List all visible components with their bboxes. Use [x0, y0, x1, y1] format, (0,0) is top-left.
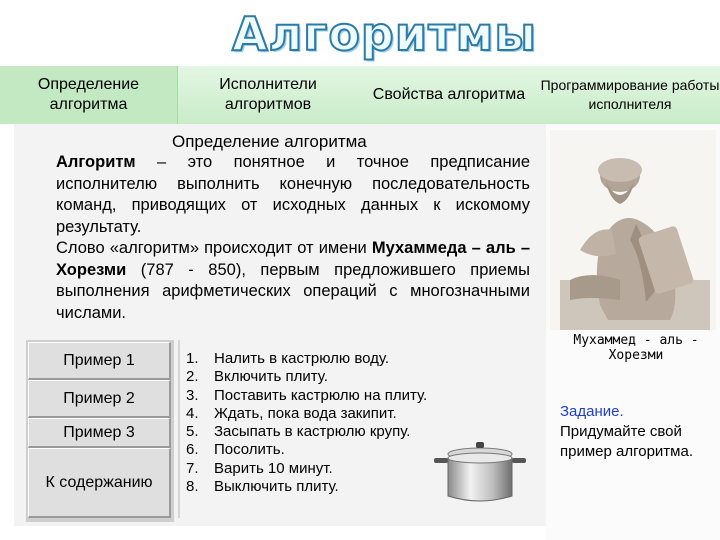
step-number: 4.	[186, 404, 199, 422]
example-2-button[interactable]: Пример 2	[28, 380, 171, 418]
definition-body: – это понятное и точное предписание исполнителю выполнить конечную последовательность команд, приводящих от исходных данных к искомому результату.	[56, 153, 530, 236]
section-title: Определение алгоритма	[172, 132, 367, 151]
step-number: 8.	[186, 478, 199, 496]
step-number: 2.	[186, 368, 199, 386]
step-number: 6.	[186, 441, 199, 459]
origin-years: (787 - 850)	[126, 260, 242, 279]
origin-prefix: Слово «алгоритм» происходит от имени	[56, 239, 372, 257]
step-number: 5.	[186, 423, 199, 441]
origin-suffix: , первым предложившего приемы выполнения арифметических операций с многозначными числами.	[56, 260, 530, 322]
task-heading: Задание.	[560, 403, 624, 420]
list-item	[186, 460, 427, 478]
step-number: 1.	[186, 350, 199, 367]
list-item	[186, 441, 427, 459]
tab-programming[interactable]: Программирование работы исполнителя	[540, 66, 720, 124]
step-text: Ждать, пока вода закипит.	[214, 404, 397, 422]
task-body: Придумайте свой пример алгоритма.	[560, 423, 694, 460]
tab-properties[interactable]: Свойства алгоритма	[358, 66, 540, 124]
step-text: Засыпать в кастрюлю крупу.	[214, 423, 411, 441]
list-item	[186, 387, 427, 405]
steps-list	[186, 350, 427, 496]
step-text: Выключить плиту.	[214, 478, 339, 496]
list-item	[186, 368, 427, 386]
list-item	[186, 478, 427, 496]
tab-executors[interactable]: Исполнители алгоритмов	[178, 66, 358, 124]
origin-name: Мухаммеда – аль – Хорезми	[56, 239, 530, 279]
step-number: 7.	[186, 459, 199, 477]
statue-image	[550, 130, 716, 330]
step-text: Включить плиту.	[214, 368, 328, 386]
saucepan-icon	[432, 440, 528, 506]
term: Алгоритм	[56, 153, 136, 171]
tab-definition[interactable]: Определение алгоритма	[0, 66, 178, 124]
step-text: Варить 10 минут.	[214, 459, 333, 477]
contents-button[interactable]: К содержанию	[28, 448, 171, 518]
image-caption: Мухаммед - аль - Хорезми	[573, 333, 699, 363]
step-text: Посолить.	[214, 441, 285, 459]
list-item	[186, 405, 427, 423]
step-number: 3.	[186, 386, 199, 404]
step-text: Налить в кастрюлю воду.	[214, 350, 390, 367]
example-1-button[interactable]: Пример 1	[28, 342, 171, 380]
list-item	[186, 350, 427, 368]
slide-title: Алгоритмы	[232, 7, 537, 61]
step-text: Поставить кастрюлю на плиту.	[214, 386, 428, 404]
task-text	[560, 402, 710, 462]
example-3-button[interactable]: Пример 3	[28, 418, 171, 448]
definition-text	[56, 152, 530, 324]
list-item	[186, 423, 427, 441]
divider	[178, 340, 180, 518]
